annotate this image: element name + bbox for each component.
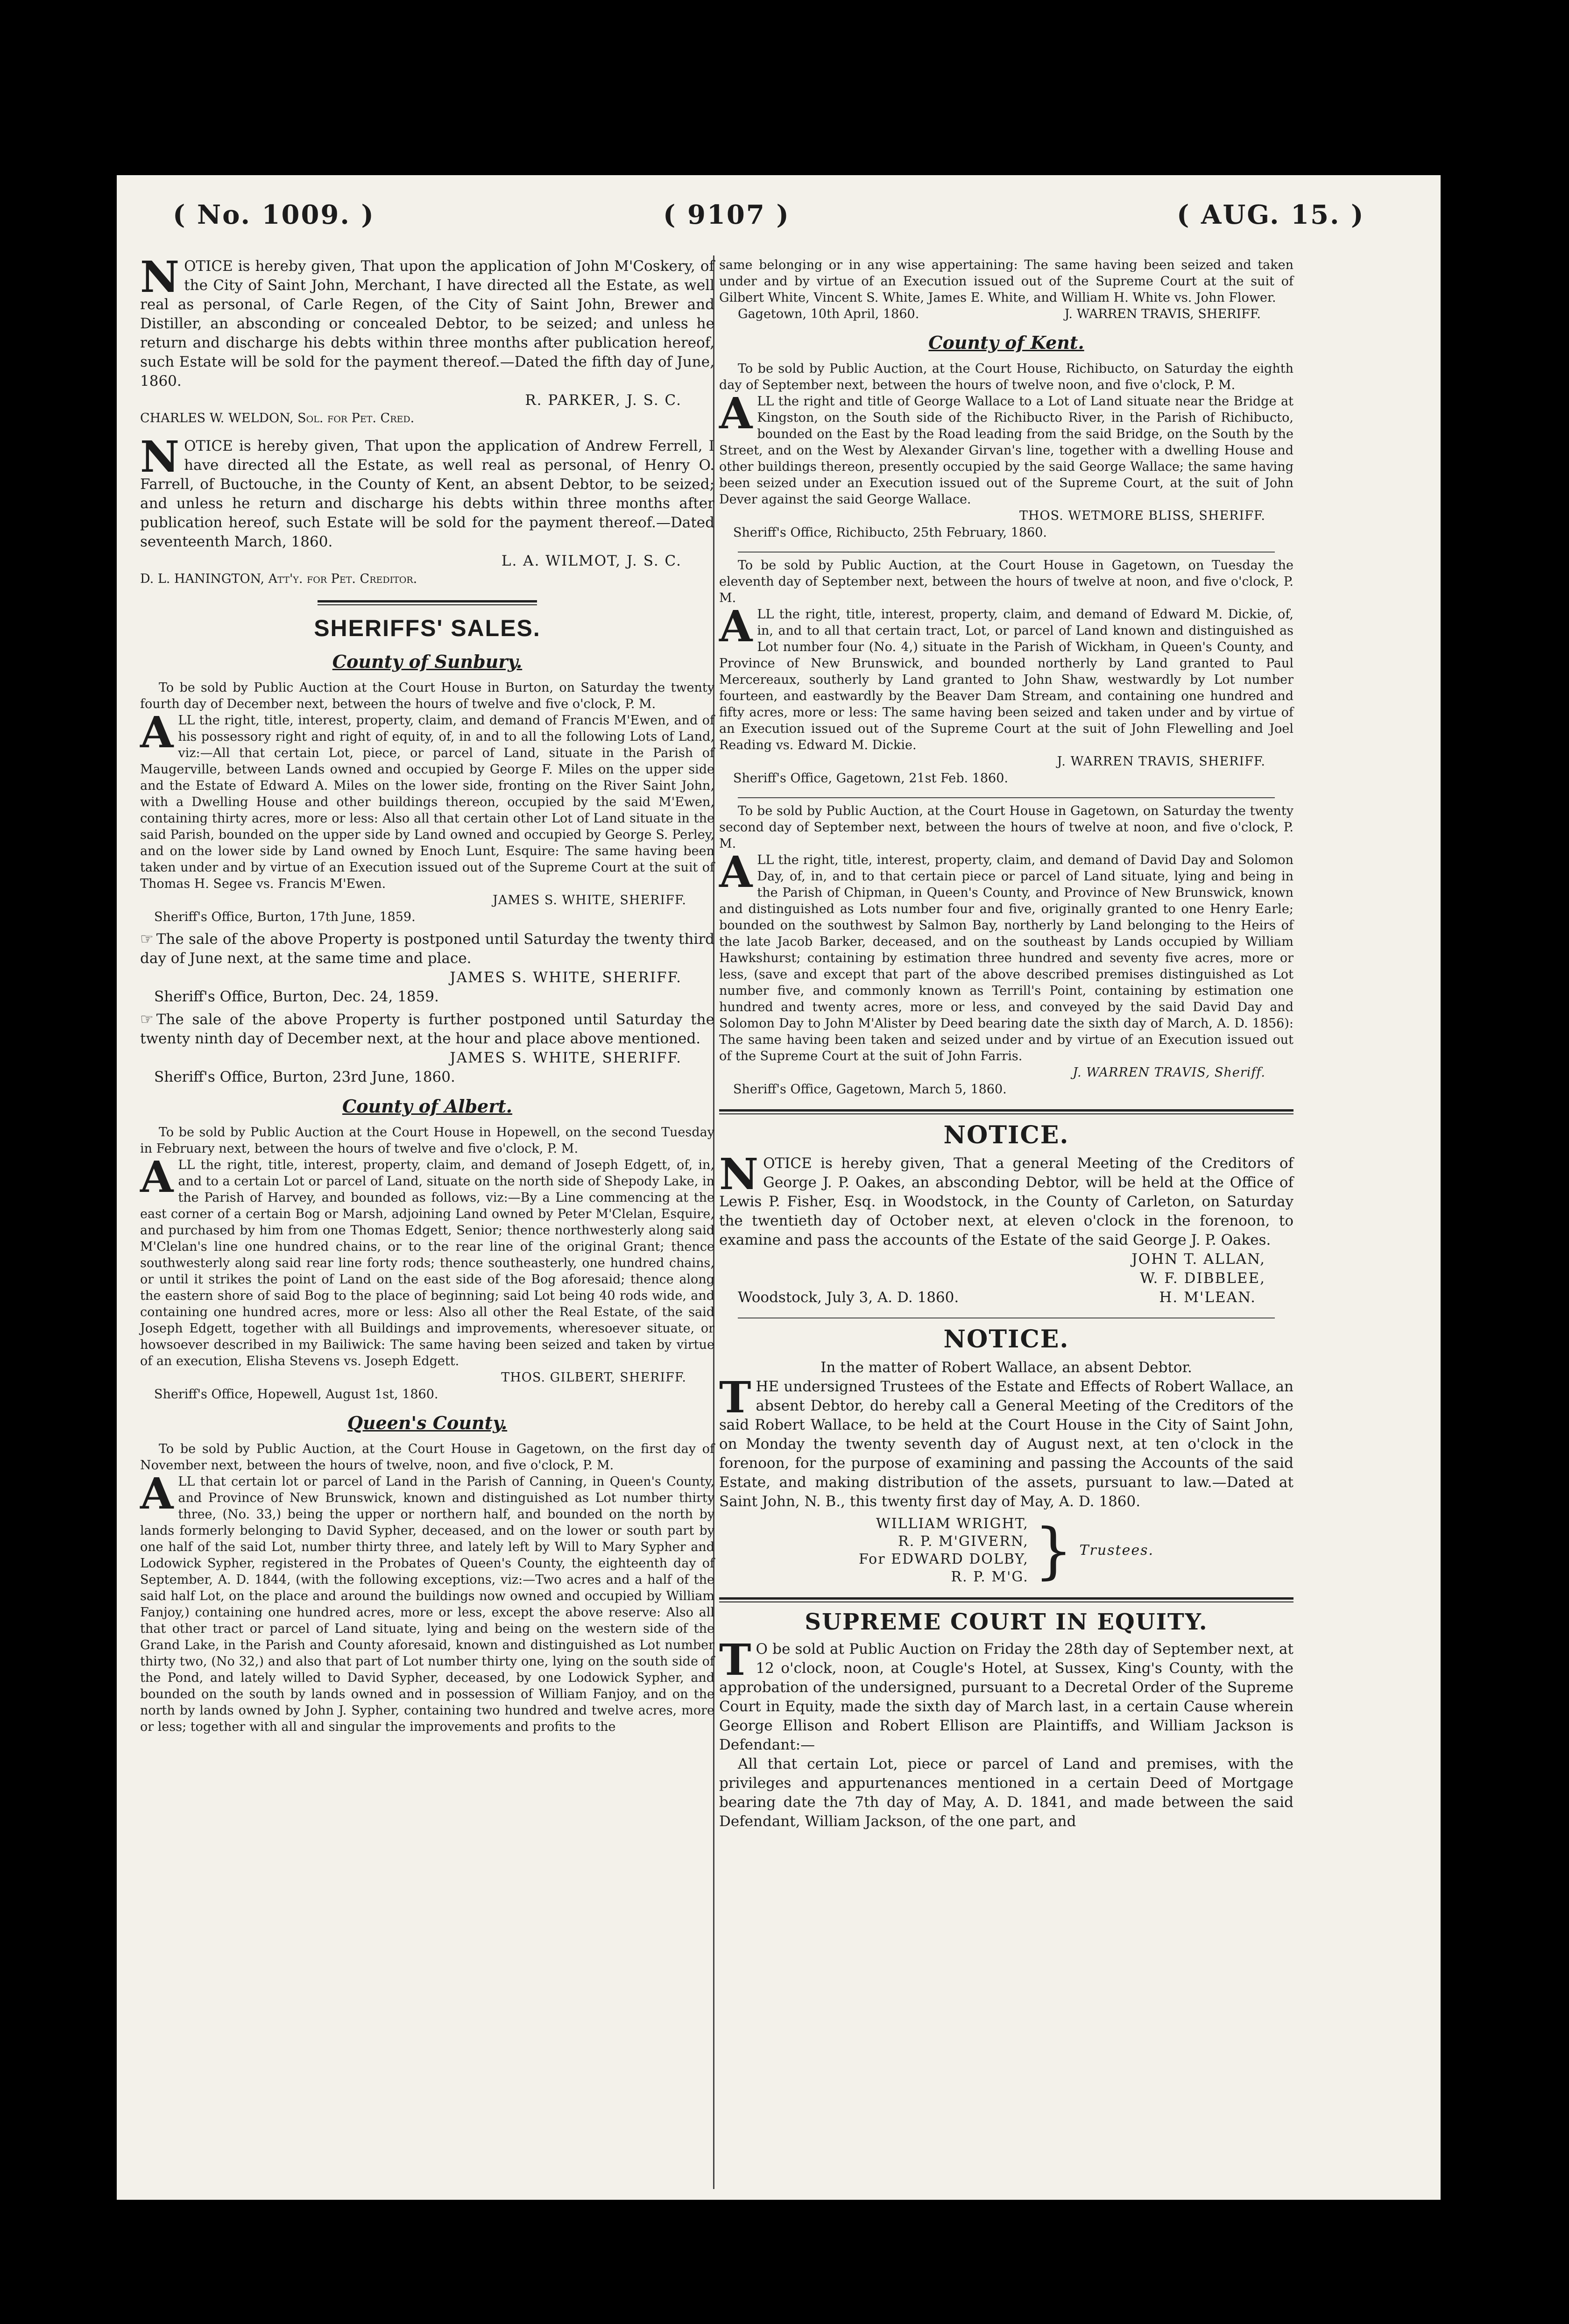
left-column (140, 252, 714, 1735)
sale-intro: To be sold by Public Auction, at the Court House, Richibucto, on Saturday the eighth day of September next, between the hours of twelve noon, and five o'clock, P. M. (719, 361, 1293, 392)
kent-section (719, 332, 1293, 541)
section-rule (719, 1109, 1293, 1114)
notice-regen (140, 252, 714, 426)
notice-signature: R. PARKER, J. S. C. (525, 392, 682, 409)
divider-rule (738, 797, 1275, 798)
notice-heading: NOTICE. (943, 1325, 1069, 1353)
postponement-note: The sale of the above Property is postponed until Saturday the twenty third day of June next, at the same time and place. (140, 931, 714, 967)
dickie-sale (719, 557, 1293, 787)
sheriff-office: Sheriff's Office, Richibucto, 25th February, 1860. (733, 525, 1047, 540)
sheriff-signature: JAMES S. WHITE, SHERIFF. (450, 969, 682, 986)
sheriffs-sales-title: SHERIFFS' SALES. (314, 615, 541, 641)
signatory: H. M'LEAN. (1159, 1289, 1256, 1306)
notice-body: HE undersigned Trustees of the Estate and Effects of Robert Wallace, an absent Debtor, do hereby call a General Meeting of the Creditors of the said Robert Wallace, to be held at the Court House in the City of Saint John, on Monday the twenty seventh day of August next, at ten o'clock in the forenoon, for the purpose of examining and passing the Accounts of the said Estate, and making distribution of the assets, pursuant to law.—Dated at Saint John, N. B., this twenty first day of May, A. D. 1860. (719, 1378, 1293, 1510)
sheriff-signature: THOS. GILBERT, SHERIFF. (501, 1370, 686, 1385)
day-sale (719, 803, 1293, 1098)
notice-body: O be sold at Public Auction on Friday the 28th day of September next, at 12 o'clock, noon, at Cougle's Hotel, at Sussex, King's County, with the approbation of the undersigned, pursuant to a Decretal Order of the Supreme Court in Equity, made the sixth day of March last, in a certain Cause wherein George Ellison and Robert Ellison are Plaintiffs, and William Jackson is Defendant:— (719, 1641, 1293, 1753)
trustee-name: R. P. M'GIVERN, (898, 1533, 1029, 1550)
sale-body: LL the right and title of George Wallace to a Lot of Land situate near the Bridge at Kingston, on the South side of the Richibucto River, in the Parish of Richibucto, bounded on the East by the Road leading from the said Bridge, on the South by the Street, and on the West by Alexander Girvan's line, together with a dwelling House and other buildings thereon, presently occupied by the said George Wallace; the same having been seized under an Execution issued out of the Supreme Court, at the suit of John Dever against the said George Wallace. (719, 394, 1293, 507)
sunbury-section (140, 651, 714, 1086)
sheriff-signature: J. WARREN TRAVIS, SHERIFF. (1064, 307, 1261, 321)
section-rule (318, 600, 537, 605)
dropcap: A (719, 388, 753, 439)
sale-intro: To be sold by Public Auction, at the Court House in Gagetown, on the first day of November next, between the hours of twelve, noon, and five o'clock, P. M. (140, 1442, 714, 1473)
notice-heading: SUPREME COURT IN EQUITY. (805, 1609, 1208, 1635)
oakes-notice (719, 1121, 1293, 1307)
section-rule (719, 1597, 1293, 1602)
notice-signature: L. A. WILMOT, J. S. C. (501, 553, 682, 569)
county-heading: County of Kent. (928, 332, 1084, 353)
sheriff-office: Sheriff's Office, Burton, Dec. 24, 1859. (154, 988, 439, 1005)
trustees-label: Trustees. (1079, 1542, 1154, 1559)
notice-body: OTICE is hereby given, That upon the application of Andrew Ferrell, I have directed all the Estate, as well real as personal, of Henry O. Farrell, of Buctouche, in the County of Kent, an absent Debtor, to be seized; and unless he return and discharge his debts within three months after publication hereof, such Estate will be sold for the payment thereof.—Dated seventeenth March, 1860. (140, 438, 714, 550)
county-heading: County of Albert. (342, 1096, 513, 1117)
attorney-line: D. L. HANINGTON, Att'y. for Pet. Creditor. (140, 572, 417, 586)
sheriff-office: Sheriff's Office, Gagetown, March 5, 1860. (733, 1082, 1007, 1097)
continued-notice (719, 257, 1293, 323)
sheriff-signature: J. WARREN TRAVIS, SHERIFF. (1057, 754, 1265, 769)
sheriff-signature: JAMES S. WHITE, SHERIFF. (493, 893, 686, 907)
issue-date: ( AUG. 15. ) (1177, 199, 1365, 230)
queens-section (140, 1412, 714, 1735)
matter-line: In the matter of Robert Wallace, an absent Debtor. (820, 1359, 1192, 1376)
dropcap: N (140, 252, 180, 302)
dropcap: A (140, 707, 174, 758)
notice-farrell (140, 432, 714, 587)
sheriff-office: Sheriff's Office, Burton, 17th June, 1859. (154, 910, 416, 924)
sheriff-office: Sheriff's Office, Gagetown, 21st Feb. 1860. (733, 771, 1008, 786)
equity-notice (719, 1609, 1293, 1831)
sale-intro: To be sold by Public Auction, at the Court House in Gagetown, on Saturday the twenty second day of September next, between the hours of twelve at noon, and five o'clock, P. M. (719, 804, 1293, 851)
newspaper-page (117, 175, 1441, 2200)
sale-body: LL the right, title, interest, property, claim, and demand of David Day and Solomon Day, of, in, and to that certain piece or parcel of Land situate, lying and being in the Parish of Chipman, in Queen's County, and Province of New Brunswick, known and distinguished as Lots number four and five, originally granted to one Henry Earle; bounded on the southwest by Salmon Bay, northerly by Land belonging to the Heirs of the late Jacob Barker, deceased, and on the southeast by Lands occupied by William Hawkshurst; containing by estimation three hundred and seventy five acres, more or less, (save and except that part of the above described premises distinguished as Lot number five, and commonly known as Terrill's Point, containing by estimation one hundred and twenty acres, more or less, and conveyed by the said David Day and Solomon Day to John M'Alister by Deed bearing date the sixth day of March, A. D. 1856): The same having been taken and seized under and by virtue of an Execution issued out of the Supreme Court at the suit of John Farris. (719, 853, 1293, 1063)
sheriff-signature: J. WARREN TRAVIS, Sheriff. (1073, 1065, 1265, 1080)
divider-rule (738, 552, 1275, 553)
solicitor-line: CHARLES W. WELDON, Sol. for Pet. Cred. (140, 411, 415, 425)
signatory: W. F. DIBBLEE, (1140, 1270, 1265, 1287)
continued-body: same belonging or in any wise appertaining: The same having been seized and taken under and by virtue of an Execution issued out of the Supreme Court at the suit of Gilbert White, Vincent S. White, James E. White, and William H. White vs. John Flower. (719, 258, 1293, 305)
dropcap: A (719, 601, 753, 652)
notice-body-continued: All that certain Lot, piece or parcel of Land and premises, with the privileges and appurtenances mentioned in a certain Deed of Mortgage bearing date the 7th day of May, A. D. 1841, and made between the said Defendant, William Jackson, of the one part, and (719, 1756, 1293, 1830)
pointing-hand-icon: ☞ (140, 1010, 154, 1028)
albert-section (140, 1096, 714, 1403)
sale-body: LL the right, title, interest, property, claim, and demand of Edward M. Dickie, of, in, and to all that certain tract, Lot, or parcel of Land known and distinguished as Lot number four (No. 4,) situate in the Parish of Wickham, in Queen's County, and Province of New Brunswick, and bounded northerly by Land granted to Paul Mercereaux, southerly by Land granted to John Shaw, westwardly by Lot number fourteen, and eastwardly by the Beaver Dam Stream, and containing one hundred and fifty acres, more or less: The same having been seized and taken under and by virtue of an Execution issued out of the Supreme Court at the suit of John Flewelling and Joel Reading vs. Edward M. Dickie. (719, 607, 1293, 752)
wallace-notice (719, 1325, 1293, 1586)
notice-heading: NOTICE. (943, 1121, 1069, 1149)
page-number: ( 9107 ) (663, 199, 790, 230)
trustees-block (719, 1515, 1293, 1586)
sale-body: LL the right, title, interest, property, claim, and demand of Joseph Edgett, of, in, and to a certain Lot or parcel of Land, situate on the north side of Shepody Lake, in the Parish of Harvey, and bounded as follows, viz:—By a Line commencing at the east corner of a certain Bog or Marsh, adjoining Land owned by Peter M'Clelan, Esquire, and purchased by him from one Thomas Edgett, Senior; thence northwesterly along said M'Clelan's line one hundred chains, or to the rear line of the original Grant; thence southwesterly along said rear line forty rods; thence southeasterly, one hundred chains, or until it strikes the point of Land on the east side of the Bog aforesaid; thence along the eastern shore of said Bog to the place of beginning; said Lot being 40 rods wide, and containing one hundred acres, more or less: Also all other the Real Estate, of the said Joseph Edgett, together with all Buildings and improvements, wheresoever situate, or howsoever described in my Bailiwick: The same having been seized and taken by virtue of an execution, Elisha Stevens vs. Joseph Edgett. (140, 1158, 714, 1368)
trustee-name: WILLIAM WRIGHT, (876, 1516, 1029, 1532)
brace-icon: } (1034, 1515, 1074, 1586)
sale-intro: To be sold by Public Auction at the Court House in Burton, on Saturday the twenty fourth day of December next, between the hours of twelve and five o'clock, P. M. (140, 680, 714, 711)
sale-body: LL that certain lot or parcel of Land in the Parish of Canning, in Queen's County, and Province of New Brunswick, known and distinguished as Lot number thirty three, (No. 33,) being the upper or northern half, and bounded on the north by lands formerly belonging to David Sypher, deceased, and on the lower or south part by one half of the said Lot, number thirty three, and lately left by Will to Mary Sypher and Lodowick Sypher, registered in the Probates of Queen's County, the eighteenth day of September, A. D. 1844, (with the following exceptions, viz:—Two acres and a half of the said half Lot, on the place and around the buildings now owned and occupied by William Fanjoy,) containing one hundred acres, more or less, except the above reserve: Also all that other tract or parcel of Land situate, lying and being on the western side of the Grand Lake, in the Parish and County aforesaid, known and distinguished as Lot number thirty two, (No 32,) and also that part of Lot number thirty one, lying on the south side of the Pond, and lately willed to David Sypher, deceased, by one Lodowick Sypher, and bounded on the south by lands owned and in possession of William Fanjoy, and on the north by lands owned by John J. Sypher, containing two hundred and twelve acres, more or less; together with all and singular the improvements and profits to the (140, 1474, 714, 1734)
sheriff-office: Sheriff's Office, Burton, 23rd June, 1860. (154, 1069, 455, 1085)
dropcap: T (719, 1372, 751, 1423)
trustee-name: For EDWARD DOLBY, (858, 1551, 1029, 1567)
dropcap: T (719, 1635, 751, 1685)
notice-body: OTICE is hereby given, That upon the application of John M'Coskery, of the City of Saint John, Merchant, I have directed all the Estate, as well real as personal, of Carle Regen, of the City of Saint John, Brewer and Distiller, an absconding or concealed Debtor, to be seized; and unless he return and discharge his debts within three months after publication hereof, such Estate will be sold for the payment thereof.—Dated the fifth day of June, 1860. (140, 258, 714, 390)
sheriff-signature: JAMES S. WHITE, SHERIFF. (450, 1049, 682, 1066)
county-heading: Queen's County. (347, 1412, 508, 1433)
signatory: JOHN T. ALLAN, (1131, 1251, 1265, 1268)
sale-body: LL the right, title, interest, property, claim, and demand of Francis M'Ewen, and of his possessory right and right of equity, of, in and to all the following Lots of Land, viz:—All that certain Lot, piece, or parcel of Land, situate in the Parish of Maugerville, between Lands owned and occupied by George F. Miles on the upper side and the Estate of Edward A. Miles on the lower side, fronting on the River Saint John, with a Dwelling House and other buildings thereon, occupied by the said M'Ewen, containing thirty acres, more or less: Also all that certain other Lot of Land situate in the said Parish, bounded on the upper side by Land owned and occupied by George S. Perley, and on the lower side by Land owned by Enoch Lunt, Esquire: The same having been taken under and by virtue of an Execution issued out of the Supreme Court at the suit of Thomas H. Segee vs. Francis M'Ewen. (140, 713, 714, 891)
dropcap: A (140, 1152, 174, 1202)
continued-date: Gagetown, 10th April, 1860. (738, 307, 919, 321)
right-column (719, 257, 1293, 1831)
trustee-name: R. P. M'G. (951, 1569, 1029, 1585)
dropcap: N (140, 432, 180, 482)
pointing-hand-icon: ☞ (140, 930, 154, 948)
sheriff-signature: THOS. WETMORE BLISS, SHERIFF. (1019, 509, 1265, 523)
county-heading: County of Sunbury. (332, 651, 523, 672)
sale-intro: To be sold by Public Auction at the Court House in Hopewell, on the second Tuesday in February next, between the hours of twelve and five o'clock, P. M. (140, 1125, 714, 1156)
dropcap: A (140, 1468, 174, 1519)
notice-body: OTICE is hereby given, That a general Meeting of the Creditors of George J. P. Oakes, an absconding Debtor, will be held at the Office of Lewis P. Fisher, Esq. in Woodstock, in the County of Carleton, on Saturday the twentieth day of October next, at eleven o'clock in the forenoon, to examine and pass the accounts of the Estate of the said George J. P. Oakes. (719, 1155, 1293, 1248)
dropcap: N (719, 1149, 759, 1199)
notice-date: Woodstock, July 3, A. D. 1860. (738, 1289, 959, 1306)
postponement-note: The sale of the above Property is further postponed until Saturday the twenty ninth day of December next, at the hour and place above mentioned. (140, 1011, 714, 1047)
issue-number: ( No. 1009. ) (173, 199, 375, 230)
dropcap: A (719, 847, 753, 897)
sale-intro: To be sold by Public Auction, at the Court House in Gagetown, on Tuesday the eleventh day of September next, between the hours of twelve at noon, and five o'clock, P. M. (719, 558, 1293, 605)
sheriff-office: Sheriff's Office, Hopewell, August 1st, 1860. (154, 1387, 438, 1402)
